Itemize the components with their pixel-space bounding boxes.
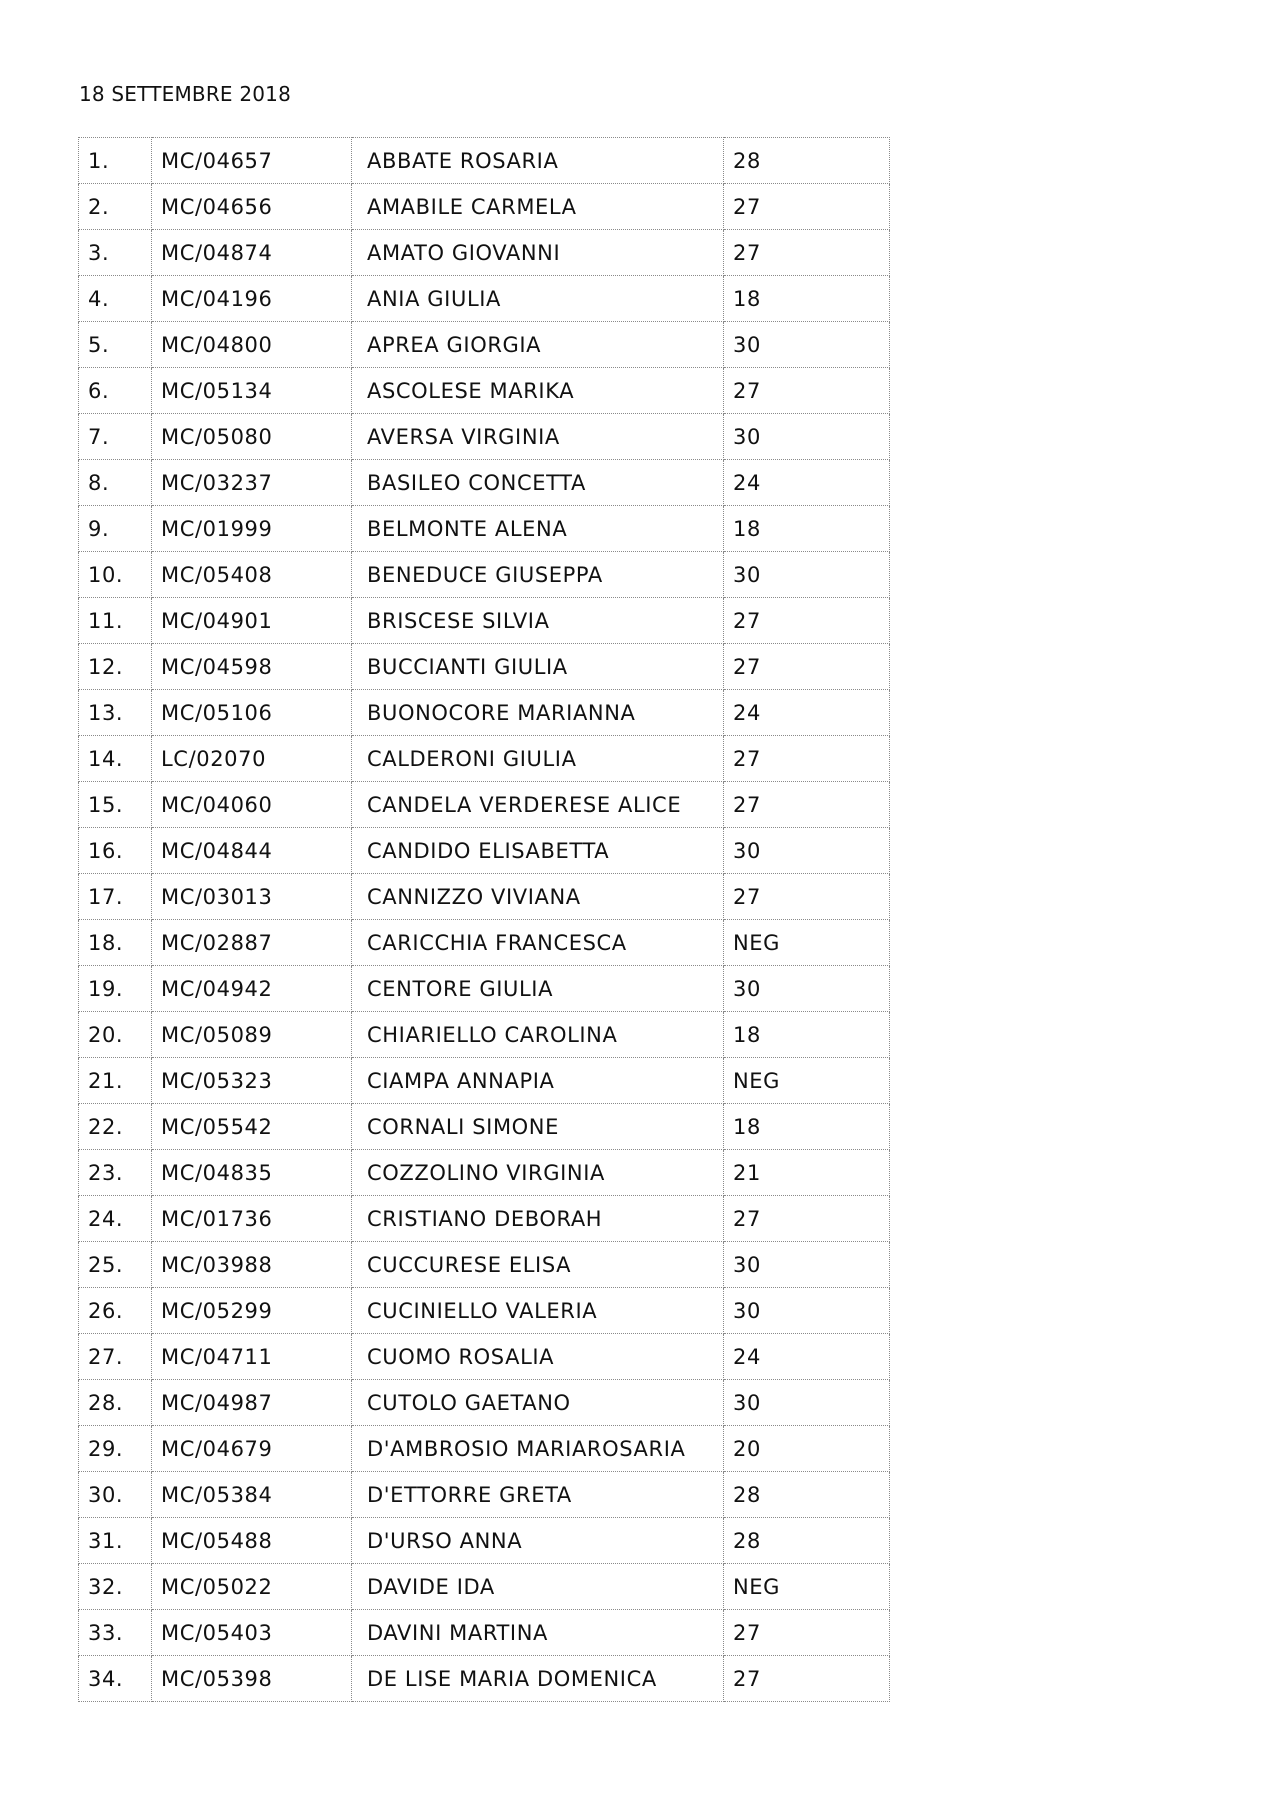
row-number: 4. [79,276,152,322]
row-number: 2. [79,184,152,230]
student-grade: NEG [724,1058,890,1104]
table-row [79,368,890,414]
student-code: MC/04942 [152,966,352,1012]
student-code: MC/05080 [152,414,352,460]
row-number: 8. [79,460,152,506]
student-grade: 27 [724,598,890,644]
student-grade: 27 [724,368,890,414]
student-code: MC/05398 [152,1656,352,1702]
row-number: 14. [79,736,152,782]
student-code: MC/05022 [152,1564,352,1610]
student-code: MC/04657 [152,138,352,184]
student-name: CIAMPA ANNAPIA [352,1058,724,1104]
table-row [79,184,890,230]
student-code: MC/04711 [152,1334,352,1380]
row-number: 10. [79,552,152,598]
student-code: MC/05323 [152,1058,352,1104]
row-number: 31. [79,1518,152,1564]
student-code: MC/05542 [152,1104,352,1150]
student-grade: 18 [724,506,890,552]
table-row [79,1104,890,1150]
row-number: 24. [79,1196,152,1242]
student-grade: 27 [724,644,890,690]
student-name: AMATO GIOVANNI [352,230,724,276]
table-row [79,920,890,966]
row-number: 21. [79,1058,152,1104]
student-grade: 18 [724,1104,890,1150]
student-name: CANNIZZO VIVIANA [352,874,724,920]
student-name: CUTOLO GAETANO [352,1380,724,1426]
document-date: 18 SETTEMBRE 2018 [79,82,292,106]
student-code: MC/05408 [152,552,352,598]
student-name: CANDIDO ELISABETTA [352,828,724,874]
student-grade: 27 [724,874,890,920]
row-number: 15. [79,782,152,828]
table-row [79,1150,890,1196]
student-name: CORNALI SIMONE [352,1104,724,1150]
student-code: MC/05106 [152,690,352,736]
student-name: CARICCHIA FRANCESCA [352,920,724,966]
results-table-body [79,138,890,1702]
student-grade: 30 [724,828,890,874]
table-row [79,598,890,644]
student-code: MC/04679 [152,1426,352,1472]
table-row [79,1656,890,1702]
table-row [79,966,890,1012]
student-grade: 27 [724,736,890,782]
student-name: AMABILE CARMELA [352,184,724,230]
row-number: 3. [79,230,152,276]
table-row [79,230,890,276]
row-number: 16. [79,828,152,874]
table-row [79,828,890,874]
student-code: MC/01999 [152,506,352,552]
student-grade: 27 [724,1610,890,1656]
student-grade: 30 [724,414,890,460]
student-name: DAVINI MARTINA [352,1610,724,1656]
row-number: 11. [79,598,152,644]
row-number: 34. [79,1656,152,1702]
table-row [79,782,890,828]
student-name: BRISCESE SILVIA [352,598,724,644]
student-code: MC/04987 [152,1380,352,1426]
student-name: DAVIDE IDA [352,1564,724,1610]
student-grade: 30 [724,552,890,598]
student-code: MC/01736 [152,1196,352,1242]
student-code: MC/04835 [152,1150,352,1196]
student-grade: 28 [724,138,890,184]
student-name: D'ETTORRE GRETA [352,1472,724,1518]
table-row [79,1012,890,1058]
student-grade: 21 [724,1150,890,1196]
table-row [79,644,890,690]
row-number: 18. [79,920,152,966]
table-row [79,276,890,322]
student-grade: 24 [724,1334,890,1380]
table-row [79,1334,890,1380]
student-name: BUCCIANTI GIULIA [352,644,724,690]
student-name: D'URSO ANNA [352,1518,724,1564]
row-number: 1. [79,138,152,184]
row-number: 25. [79,1242,152,1288]
student-code: MC/04656 [152,184,352,230]
student-code: MC/05134 [152,368,352,414]
student-name: AVERSA VIRGINIA [352,414,724,460]
student-grade: 30 [724,1380,890,1426]
row-number: 28. [79,1380,152,1426]
student-name: DE LISE MARIA DOMENICA [352,1656,724,1702]
row-number: 26. [79,1288,152,1334]
student-code: MC/04060 [152,782,352,828]
student-name: CRISTIANO DEBORAH [352,1196,724,1242]
student-grade: 27 [724,782,890,828]
student-code: MC/04901 [152,598,352,644]
table-row [79,138,890,184]
row-number: 32. [79,1564,152,1610]
student-grade: 30 [724,1288,890,1334]
table-row [79,1288,890,1334]
row-number: 30. [79,1472,152,1518]
student-code: MC/04598 [152,644,352,690]
student-code: MC/05403 [152,1610,352,1656]
row-number: 17. [79,874,152,920]
table-row [79,874,890,920]
row-number: 33. [79,1610,152,1656]
student-grade: 27 [724,1196,890,1242]
student-name: BUONOCORE MARIANNA [352,690,724,736]
student-name: CUCCURESE ELISA [352,1242,724,1288]
table-row [79,736,890,782]
table-row [79,1242,890,1288]
table-row [79,690,890,736]
student-code: MC/03013 [152,874,352,920]
table-row [79,1610,890,1656]
table-row [79,1426,890,1472]
student-name: CANDELA VERDERESE ALICE [352,782,724,828]
student-grade: 28 [724,1472,890,1518]
table-row [79,414,890,460]
student-grade: NEG [724,920,890,966]
table-row [79,1472,890,1518]
student-code: MC/05299 [152,1288,352,1334]
student-grade: 18 [724,276,890,322]
student-code: MC/04844 [152,828,352,874]
student-grade: NEG [724,1564,890,1610]
results-table [78,137,890,1702]
student-name: BASILEO CONCETTA [352,460,724,506]
student-code: MC/05089 [152,1012,352,1058]
student-grade: 24 [724,460,890,506]
row-number: 6. [79,368,152,414]
row-number: 7. [79,414,152,460]
student-name: CENTORE GIULIA [352,966,724,1012]
student-grade: 27 [724,184,890,230]
student-name: ANIA GIULIA [352,276,724,322]
row-number: 13. [79,690,152,736]
table-row [79,1380,890,1426]
row-number: 12. [79,644,152,690]
table-row [79,1564,890,1610]
student-code: MC/03237 [152,460,352,506]
student-grade: 30 [724,966,890,1012]
student-name: BELMONTE ALENA [352,506,724,552]
table-row [79,322,890,368]
table-row [79,1518,890,1564]
student-name: D'AMBROSIO MARIAROSARIA [352,1426,724,1472]
student-code: LC/02070 [152,736,352,782]
student-code: MC/02887 [152,920,352,966]
student-name: BENEDUCE GIUSEPPA [352,552,724,598]
student-name: COZZOLINO VIRGINIA [352,1150,724,1196]
table-row [79,460,890,506]
student-name: CHIARIELLO CAROLINA [352,1012,724,1058]
row-number: 5. [79,322,152,368]
student-grade: 30 [724,1242,890,1288]
row-number: 9. [79,506,152,552]
row-number: 19. [79,966,152,1012]
student-code: MC/04196 [152,276,352,322]
row-number: 20. [79,1012,152,1058]
row-number: 22. [79,1104,152,1150]
student-grade: 20 [724,1426,890,1472]
student-code: MC/05384 [152,1472,352,1518]
table-row [79,506,890,552]
student-name: CUOMO ROSALIA [352,1334,724,1380]
student-grade: 27 [724,1656,890,1702]
row-number: 29. [79,1426,152,1472]
table-row [79,552,890,598]
row-number: 27. [79,1334,152,1380]
student-code: MC/05488 [152,1518,352,1564]
student-name: CALDERONI GIULIA [352,736,724,782]
row-number: 23. [79,1150,152,1196]
student-name: CUCINIELLO VALERIA [352,1288,724,1334]
student-grade: 18 [724,1012,890,1058]
student-grade: 30 [724,322,890,368]
student-code: MC/03988 [152,1242,352,1288]
student-grade: 27 [724,230,890,276]
student-name: APREA GIORGIA [352,322,724,368]
student-name: ABBATE ROSARIA [352,138,724,184]
student-grade: 28 [724,1518,890,1564]
table-row [79,1196,890,1242]
student-name: ASCOLESE MARIKA [352,368,724,414]
table-row [79,1058,890,1104]
student-grade: 24 [724,690,890,736]
student-code: MC/04874 [152,230,352,276]
student-code: MC/04800 [152,322,352,368]
